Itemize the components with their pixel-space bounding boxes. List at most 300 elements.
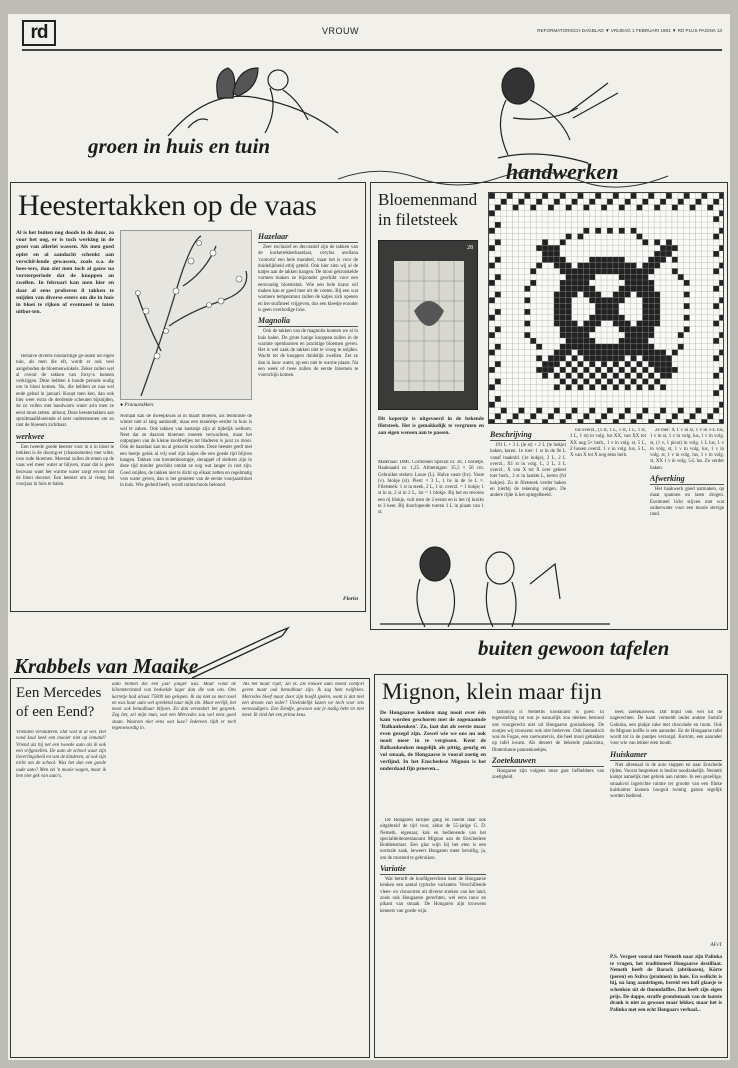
filet-block xyxy=(631,367,637,373)
filet-block xyxy=(648,373,654,379)
filet-block xyxy=(678,332,684,338)
filet-block xyxy=(607,297,613,303)
filet-block xyxy=(501,408,507,414)
filet-block xyxy=(678,199,684,205)
filet-block xyxy=(566,292,572,298)
filet-block xyxy=(637,286,643,292)
filet-block xyxy=(560,315,566,321)
filet-block xyxy=(601,355,607,361)
filet-block xyxy=(554,373,560,379)
filet-block xyxy=(631,268,637,274)
filet-block xyxy=(719,402,724,408)
filet-block xyxy=(607,268,613,274)
filet-block xyxy=(625,292,631,298)
prunus-photo xyxy=(120,230,252,400)
filet-block xyxy=(719,367,724,373)
filet-block xyxy=(637,344,643,350)
filet-block xyxy=(542,245,548,251)
filet-block xyxy=(642,408,648,414)
filet-block xyxy=(642,332,648,338)
filet-block xyxy=(713,234,719,240)
food-subhead-variatie: Variatie xyxy=(380,864,486,875)
filet-block xyxy=(583,379,589,385)
filet-block xyxy=(613,292,619,298)
filet-block xyxy=(613,350,619,356)
filet-block xyxy=(607,367,613,373)
filet-block xyxy=(589,268,595,274)
filet-block xyxy=(625,263,631,269)
filet-block xyxy=(619,263,625,269)
filet-block xyxy=(613,419,619,424)
filet-block xyxy=(672,245,678,251)
filet-block xyxy=(595,292,601,298)
filet-block xyxy=(583,367,589,373)
filet-block xyxy=(583,286,589,292)
filet-block xyxy=(548,251,554,257)
filet-block xyxy=(690,413,696,419)
prunus-caption: ● Prunustakken. xyxy=(120,402,155,408)
filet-block xyxy=(642,292,648,298)
filet-block xyxy=(542,257,548,263)
filet-block xyxy=(625,373,631,379)
filet-block xyxy=(607,199,613,205)
filet-block xyxy=(642,303,648,309)
filet-block xyxy=(554,303,560,309)
garden-headline-text: Heestertakken op de vaas xyxy=(18,189,317,222)
craft-intro: Dit kopertje is uitgevoerd in de bekende filetsteek. Het is gemakkelijk te vergroten en aan eigen wensen aan te passen. xyxy=(378,416,484,436)
filet-block xyxy=(625,280,631,286)
prunus-branch-drawing xyxy=(121,231,252,400)
garden-subhead-1: werkwee xyxy=(16,432,114,443)
filet-block xyxy=(607,355,613,361)
filet-block xyxy=(642,274,648,280)
filet-block xyxy=(648,263,654,269)
filet-block xyxy=(589,338,595,344)
filet-block xyxy=(654,239,660,245)
filet-block xyxy=(642,263,648,269)
filet-block xyxy=(601,384,607,390)
filet-block xyxy=(619,297,625,303)
filet-block xyxy=(713,286,719,292)
food-col1b-text: Wat betreft de hoofdgerechten kent de Hongaarse keuken een aantal typische varianten. Verschillende vlees- en visnoorten uit diverse streken van het land, zoals ook Hongaarse gerechten, wel eens rauw en pikant van smaak. De Hongaren zijn trouwens kenners van goede wijn. xyxy=(380,877,486,914)
filet-block xyxy=(583,205,589,211)
filet-block xyxy=(560,297,566,303)
craft-headline-line1: Bloemenmand xyxy=(378,190,478,209)
filet-chart xyxy=(488,192,724,424)
filet-block xyxy=(660,350,666,356)
filet-block xyxy=(601,413,607,419)
garden-col1-text: Behalve diverse houtachtige ge-assen uit eigen tuin, als men die eft, wordt er ook veel aangeboden de bloemenwinkels. Zeker zullen wel al overal de takken van forsy-a kunnen verkrijgen. Deze hebben k houde periode nodig om in bloei komen. Nu, die hebben ze naa wel ende gehad in januari. Koopt men ken, dan ook hier weer extra de derdende scheuten bijsnijden, de zo vullen met handwarm water arin men ze eerst moet zetten. ahhout, Deze heestertakken aan spruitmaalbloeiende el neer ondersteunen om zo rant de bloesem zichtbaar. xyxy=(16,354,114,429)
filet-block xyxy=(589,361,595,367)
filet-block xyxy=(501,199,507,205)
filet-block xyxy=(619,413,625,419)
filet-block xyxy=(583,350,589,356)
filet-block xyxy=(495,413,501,419)
filet-block xyxy=(572,268,578,274)
filet-block xyxy=(542,367,548,373)
filet-block xyxy=(642,344,648,350)
filet-block xyxy=(625,274,631,280)
food-subhead-zoetekauwen: Zoetekauwen xyxy=(492,756,604,767)
filet-block xyxy=(625,332,631,338)
filet-block xyxy=(566,315,572,321)
filet-block xyxy=(625,350,631,356)
filet-block xyxy=(637,292,643,298)
filet-block xyxy=(619,205,625,211)
doily-photo xyxy=(378,240,478,410)
filet-block xyxy=(601,344,607,350)
filet-block xyxy=(719,193,724,199)
filet-block xyxy=(607,350,613,356)
filet-block xyxy=(613,361,619,367)
filet-block xyxy=(631,326,637,332)
filet-block xyxy=(719,332,724,338)
filet-block xyxy=(684,193,690,199)
filet-block xyxy=(495,257,501,263)
filet-block xyxy=(560,263,566,269)
garden-banner-text: groen in huis en tuin xyxy=(88,134,271,158)
filet-block xyxy=(583,344,589,350)
filet-block xyxy=(566,286,572,292)
filet-block xyxy=(631,286,637,292)
filet-block xyxy=(589,315,595,321)
filet-block xyxy=(554,263,560,269)
filet-block xyxy=(654,321,660,327)
filet-block xyxy=(625,286,631,292)
filet-block xyxy=(631,193,637,199)
filet-block xyxy=(607,263,613,269)
filet-block xyxy=(566,309,572,315)
filet-block xyxy=(554,257,560,263)
filet-block xyxy=(648,315,654,321)
filet-block xyxy=(566,413,572,419)
filet-block xyxy=(648,303,654,309)
filet-block xyxy=(578,373,584,379)
filet-block xyxy=(578,419,584,424)
filet-block xyxy=(554,251,560,257)
filet-block xyxy=(519,408,525,414)
filet-block xyxy=(631,280,637,286)
filet-block xyxy=(560,303,566,309)
filet-block xyxy=(589,384,595,390)
filet-block xyxy=(524,297,530,303)
filet-block xyxy=(507,419,513,424)
filet-block xyxy=(566,234,572,240)
filet-block xyxy=(530,413,536,419)
filet-block xyxy=(654,292,660,298)
filet-block xyxy=(495,309,501,315)
food-col3-text: beer, zoetekauwen. Dat blijkt ook wel uit de nagerechten. De kaart vermeldt onder andere Somlói Galuska, een plakje cake met chocolade en room. Ook de Mignon koffie is een aanrader. En de Hongaarse tafel wordt tot in de puntjes verzorgd. Kortom, een aanrader voor wie van lekker eten houdt. xyxy=(610,710,722,747)
filet-block xyxy=(619,228,625,234)
filet-block xyxy=(631,228,637,234)
filet-block xyxy=(578,361,584,367)
craft-headline-line2: in filetsteek xyxy=(378,210,458,229)
filet-block xyxy=(548,205,554,211)
filet-block xyxy=(672,268,678,274)
filet-block xyxy=(713,268,719,274)
garden-subhead-magnolia: Magnolia xyxy=(258,316,358,327)
filet-block xyxy=(560,367,566,373)
craft-materials: Materiaal: DMC Cordonnet Special nr. 30, 1 bolletje. Haaknaald nr. 1,25. Afmetingen: 35,5 × 56 cm. Gebruikte steken: Losse (L). Halve vaste (hv). Vaste (v). Stokje (st). Piest: × 3 L, 1 hv in de 1e L ×. Filetsteek: 1 st in steek, 2 L, 1 st. overzl. = 1 hokje; 1 st in st, 2 st in 2 L, 1st = 1 blokje. Bij het en tevoren een rij blokje, vult men de 2 eerste en is het rij kruiks te 3 keer. Bij doorlopende toeren 1 L in plaats van 1 st. xyxy=(378,460,484,516)
filet-block xyxy=(648,193,654,199)
garden-headline xyxy=(18,188,362,226)
filet-block xyxy=(631,379,637,385)
craft-col3-text: lus overzl., (1 st, 1 L, 1 st, 1 L, 1 st, 1 L, 1 st) in volg. lus XX, van XX tot XX nog 5× herh., 1 v in volg. st, 5 L, 2 lussen overzl. 1 v in volg. lus, 5 L, X van X tot X nog eens herh. xyxy=(570,428,646,459)
filet-block xyxy=(648,292,654,298)
filet-block xyxy=(554,361,560,367)
filet-block xyxy=(548,245,554,251)
filet-block xyxy=(601,268,607,274)
dinner-illustration xyxy=(380,524,610,629)
filet-block xyxy=(666,361,672,367)
filet-block xyxy=(637,205,643,211)
filet-block xyxy=(660,251,666,257)
filet-block xyxy=(642,321,648,327)
filet-block xyxy=(595,303,601,309)
filet-block xyxy=(524,321,530,327)
filet-block xyxy=(578,350,584,356)
filet-block xyxy=(601,205,607,211)
garden-col3-text: Zeer exclusief en decoratief zijn de takken van de kurketrekkerhazelaar, corylus avellana 'contorta' een hele mondeel, maar het is voor de duidelijkheid erbij geteld. Ook hier zien wij al de katjes aan de takken hangen. De mooi gekronkelde vormen maken ze bijzonder geschikt voor een eenvoudig bloemstuk. Wie een hele krans wil maken kan er goed mee uit de voeten. Bij een wat warmere temperatuur zullen de katjes zich openen en het stuifmeel vrijgeven, dus een kleedje eronder is geen overbodige luxe. xyxy=(258,245,358,313)
filet-block xyxy=(666,251,672,257)
filet-block xyxy=(637,413,643,419)
filet-block xyxy=(648,268,654,274)
filet-block xyxy=(542,373,548,379)
filet-block xyxy=(613,355,619,361)
filet-block xyxy=(560,419,566,424)
filet-block xyxy=(607,408,613,414)
filet-block xyxy=(595,315,601,321)
filet-block xyxy=(548,355,554,361)
filet-block xyxy=(719,228,724,234)
filet-block xyxy=(578,234,584,240)
filet-block xyxy=(601,297,607,303)
filet-block xyxy=(654,413,660,419)
filet-block xyxy=(684,326,690,332)
garden-col3b-text: Ook de takken van de magnolia kunnen we al in huis halen. De grote harige knoppen zullen in de warmte openbarsten en prachtige bloemen geven. Het is wel zaak de takken niet te vroeg te snijden. Wacht tot de knoppen duidelijk zwellen. Zet ze dan in lauw water, op een niet te warme plaats. Na een week of twee zullen de eerste bloemen te voorschijn komen. xyxy=(258,329,358,379)
filet-block xyxy=(554,309,560,315)
filet-block xyxy=(654,257,660,263)
filet-block xyxy=(566,263,572,269)
column-col2: auto binnen die een jaar jonger was. Maar vond de kilometerstand van bedoelde lager dan die van ons. Ons karretje had alvast 75000 km gelopen. Ik sta niet zo met rosel en was haar auto wel sprekend naar mijn zin. Maar eerlijk, het moet ook betaalbaar blijven. En dan verandert het gesprek. Zeg het, zei mijn man, wat een Mercedes zou wel eens goed staan. Waarom niet eens wat luxe? Iedereen rijdt er toch tegenwoordig in. xyxy=(112,682,236,732)
filet-block xyxy=(678,274,684,280)
filet-block xyxy=(566,332,572,338)
filet-block xyxy=(642,367,648,373)
filet-block xyxy=(566,205,572,211)
filet-block xyxy=(637,274,643,280)
filet-block xyxy=(666,355,672,361)
food-headline: Mignon, klein maar fijn xyxy=(382,679,602,704)
filet-block xyxy=(666,373,672,379)
column-col3: 'Als het maar rijdt,' zei ik. De nieuwe auto moest comfort geven maar ook betaalbaar zijn. Ik zag hem twijfelen. Mercedes bleef maar door zijn hoofd spelen, want is dat niet een droom van ieder? Uiteindelijk kozen we toch voor iets eenvoudigers. Een Eendje, gewoon wat je nodig hebt en niet meer. Ik vind het een prima keus. xyxy=(242,682,364,719)
filet-block xyxy=(578,193,584,199)
filet-block xyxy=(489,263,495,269)
filet-block xyxy=(713,408,719,414)
filet-block xyxy=(631,263,637,269)
filet-block xyxy=(583,332,589,338)
filet-block xyxy=(613,321,619,327)
filet-block xyxy=(619,367,625,373)
filet-block xyxy=(560,280,566,286)
filet-block xyxy=(660,367,666,373)
filet-block xyxy=(513,413,519,419)
filet-block xyxy=(572,321,578,327)
food-author: AFvT xyxy=(710,942,722,948)
filet-block xyxy=(631,350,637,356)
filet-block xyxy=(560,193,566,199)
filet-block xyxy=(625,321,631,327)
filet-block xyxy=(619,292,625,298)
filet-block xyxy=(530,280,536,286)
filet-block xyxy=(678,408,684,414)
filet-block xyxy=(560,355,566,361)
filet-block xyxy=(583,326,589,332)
filet-block xyxy=(637,268,643,274)
filet-block xyxy=(619,315,625,321)
filet-block xyxy=(583,292,589,298)
filet-block xyxy=(489,315,495,321)
filet-block xyxy=(489,384,495,390)
craft-col4-text: 2e toer: X 1 v in st, 1 v in 1-L lus, 1 v in st, 1 v in volg. lus, 1 v in volg. st, (1 v, 1 picot) in volg. 1 L lus, 1 v in volg. st, 1 v in volg. lus, 1 v in volg. st, 1 v in volg. lus, 1 v in volg. st, XX 1 v in volg. 5-L lus. Zo verder haken. xyxy=(650,428,724,471)
filet-block xyxy=(654,251,660,257)
filet-block xyxy=(524,419,530,424)
photo-tag: 28 xyxy=(467,245,473,251)
filet-block xyxy=(713,303,719,309)
filet-block xyxy=(619,274,625,280)
filet-block xyxy=(654,355,660,361)
filet-chart-grid xyxy=(489,193,724,424)
filet-block xyxy=(637,321,643,327)
filet-block xyxy=(536,245,542,251)
filet-block xyxy=(572,286,578,292)
filet-block xyxy=(495,222,501,228)
garden-col2: Nomaal kan de dweepkwas al in maart bloeien, als tenminste de winter niet al lang aanhoudt, maar een mannetje eerder in huis is wel te zaken. Ook takken van kastanje zijn al tijdelijk welkom. Neet dat ze daarom bloemen moeten verwachten, maar het ontpoppen van de kleine knobbeltjes tot bladeren is juist zo mooi. Ook de hazelaar kan nu al gekocht worden. Deze heester geeft met een beetje geluk al vrij snel zijn katjes die een goede tijd blijven hangen. Takken van krentenboompje, sierappel of sierkers zijn in deze tijd minder geschikt omdat ze nog wat langer in rust zijn. Goed snijden, de takken niet te dicht op elkaar zetten en regelmatig vers water geven, dan is het genieten van de eerste voorjaarsbloei in huis. Wie geduld heeft, wordt ruimschoots beloond. xyxy=(120,414,252,489)
filet-block xyxy=(684,280,690,286)
filet-block xyxy=(684,303,690,309)
filet-block xyxy=(554,321,560,327)
filet-block xyxy=(607,257,613,263)
filet-block xyxy=(713,390,719,396)
filet-block xyxy=(489,350,495,356)
filet-block xyxy=(583,413,589,419)
filet-block xyxy=(637,332,643,338)
filet-block xyxy=(554,384,560,390)
filet-block xyxy=(713,355,719,361)
filet-block xyxy=(654,263,660,269)
filet-block xyxy=(719,210,724,216)
filet-block xyxy=(589,350,595,356)
filet-block xyxy=(660,408,666,414)
filet-block xyxy=(566,361,572,367)
filet-block xyxy=(560,286,566,292)
filet-block xyxy=(595,367,601,373)
garden-banner xyxy=(88,134,338,168)
filet-block xyxy=(648,384,654,390)
filet-block xyxy=(648,332,654,338)
filet-block xyxy=(601,303,607,309)
filet-block xyxy=(719,280,724,286)
filet-block xyxy=(554,292,560,298)
filet-block xyxy=(648,419,654,424)
craft-col4 xyxy=(650,428,724,624)
filet-block xyxy=(572,379,578,385)
filet-block xyxy=(554,350,560,356)
filet-block xyxy=(701,193,707,199)
filet-block xyxy=(489,297,495,303)
filet-block xyxy=(601,373,607,379)
filet-block xyxy=(583,274,589,280)
filet-block xyxy=(601,315,607,321)
filet-block xyxy=(613,384,619,390)
filet-block xyxy=(536,344,542,350)
filet-block xyxy=(625,408,631,414)
filet-block xyxy=(613,344,619,350)
column-col1: Vrienden veranderen. Dat wist ik al wel. Het vond kaal keek een mooier niet op iemand? Vriend als hij net een tweede auto als ik ook een vrijgezellen. De auto de school waar zijn lieverlingsheid en van de kinderen, al ook zijn nicht om de school. Was het dan een goede oude auto? Men zei 'n mooie wagen, maar ik ben niet gek van auto's. xyxy=(16,730,106,780)
filet-block xyxy=(613,257,619,263)
filet-block xyxy=(642,268,648,274)
filet-block xyxy=(654,309,660,315)
filet-block xyxy=(589,373,595,379)
filet-block xyxy=(719,263,724,269)
filet-block xyxy=(572,367,578,373)
filet-block xyxy=(595,268,601,274)
filet-block xyxy=(566,338,572,344)
filet-block xyxy=(648,350,654,356)
filet-block xyxy=(572,292,578,298)
garden-lead: Al is het buiten nog doods in de duur, zo voor het oog, er is toch werking in de groei van allerlei wassen. Als men goed oplet en al aandacht schenkt aan verschil-lende gewassen, zoals o.a. de hees-ters, dan ziet men toch al gauw na vorsterperiode dat de knoppen an zwellen. In februari kan men hier en daar al eens proberen il takken te snijden van diverse esters om die in huis in bloei te rijken of eventueel te laten uitbot-ten. xyxy=(16,230,114,316)
filet-block xyxy=(566,297,572,303)
filet-block xyxy=(607,303,613,309)
filet-block xyxy=(637,350,643,356)
filet-block xyxy=(642,355,648,361)
filet-block xyxy=(607,228,613,234)
filet-block xyxy=(642,280,648,286)
filet-block xyxy=(589,297,595,303)
filet-block xyxy=(572,274,578,280)
filet-block xyxy=(542,251,548,257)
food-col3b-text: Niet alleenaal in de auto stappen en naar Enschede rijden. Voorat bespreken is beslist noodzakelijk. Nemeth kampt namelijk met gebrek aan ruimte. In een gezellige, smaakvol ingerichte ruimte ter grootte van een flinke huiskamer kunnen hooguit twintig gasten tegelijk worden bediend. xyxy=(610,762,722,800)
filet-block xyxy=(642,326,648,332)
filet-block xyxy=(654,303,660,309)
filet-block xyxy=(589,274,595,280)
filet-block xyxy=(660,257,666,263)
filet-block xyxy=(642,239,648,245)
filet-block xyxy=(654,350,660,356)
filet-block xyxy=(696,408,702,414)
filet-block xyxy=(554,355,560,361)
filet-block xyxy=(648,280,654,286)
filet-block xyxy=(495,396,501,402)
filet-block xyxy=(666,245,672,251)
filet-block xyxy=(530,268,536,274)
food-col1-text: De Hongaren talrijke gang en noemt daar ook uitgebreid de tijd voor, aldus de 55-jarige G. D. Nemeth, eigenaar, kok en bedienende van het specialiteitenrestaurant Mignon aan de Enschedese Boddenstraat. Een glas wijn bij het eten is een normale zaak, beweert Hongaren meer bevallig, ja, om de mosterd te gebruiken. xyxy=(380,818,486,861)
filet-block xyxy=(660,199,666,205)
filet-block xyxy=(589,257,595,263)
filet-block xyxy=(560,344,566,350)
filet-block xyxy=(595,257,601,263)
filet-block xyxy=(619,326,625,332)
filet-block xyxy=(566,350,572,356)
filet-block xyxy=(595,297,601,303)
filet-block xyxy=(560,292,566,298)
craft-subhead-beschrijving: Beschrijving xyxy=(490,430,566,441)
filet-block xyxy=(719,315,724,321)
garden-illustration xyxy=(148,58,348,138)
filet-block xyxy=(607,309,613,315)
filet-block xyxy=(707,413,713,419)
food-subhead-huiskamer: Huiskamer xyxy=(610,750,722,761)
filet-block xyxy=(583,338,589,344)
